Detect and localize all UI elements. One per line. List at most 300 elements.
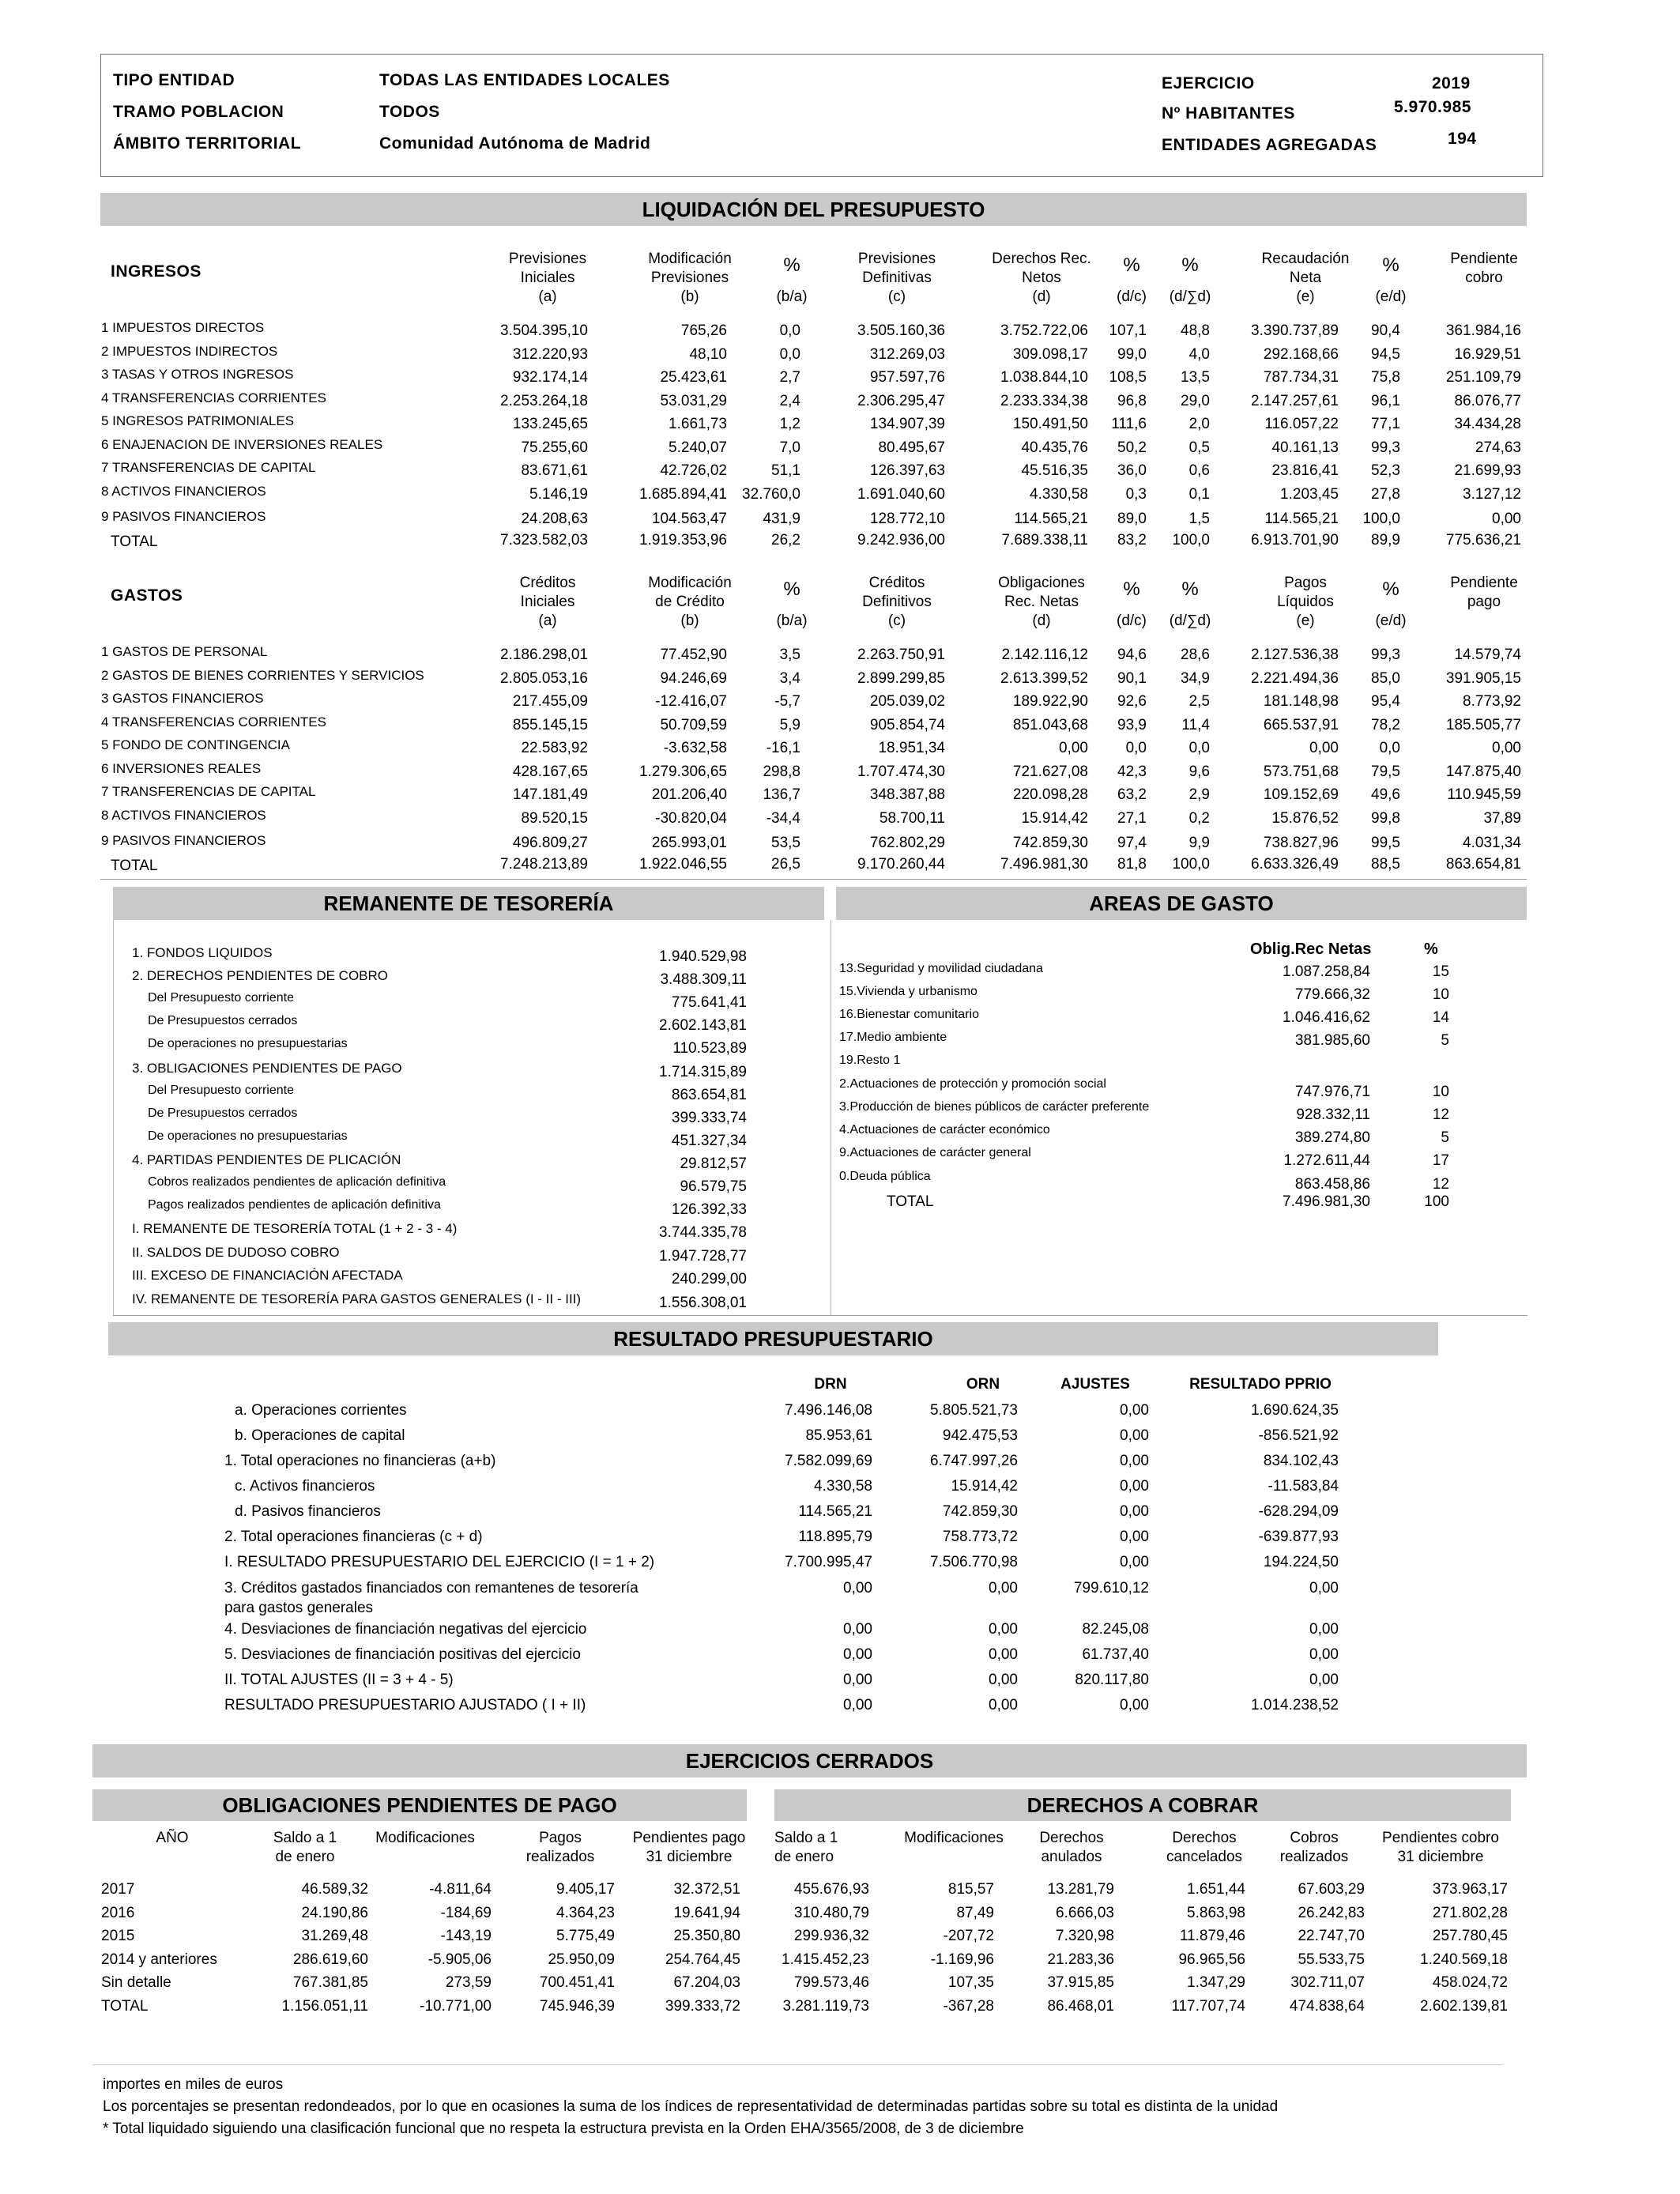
- resultado-cell: 742.859,30: [942, 1503, 1018, 1520]
- cerrados-cell: 5.775,49: [556, 1928, 615, 1944]
- cerrados-cell: 458.024,72: [1432, 1974, 1508, 1991]
- table-cell: 99,3: [1371, 647, 1400, 663]
- table-cell: 431,9: [763, 510, 800, 527]
- header-ingresos-0-l2: Iniciales: [520, 270, 575, 286]
- areas-row-value: 1.272.611,44: [1283, 1152, 1370, 1169]
- table-cell: 75,8: [1371, 369, 1400, 386]
- table-cell: 0,0: [1125, 740, 1147, 756]
- cerrados-cell: 67.204,03: [673, 1974, 740, 1991]
- resultado-cell: -639.877,93: [1258, 1529, 1339, 1545]
- cerrados-cell: 286.619,60: [292, 1951, 368, 1968]
- tramo-label: TRAMO POBLACION: [113, 103, 284, 121]
- table-row-label: 6 ENAJENACION DE INVERSIONES REALES: [101, 436, 383, 452]
- table-cell: 23.816,41: [1271, 462, 1339, 479]
- areas-total-pct: 100: [1424, 1193, 1449, 1210]
- resultado-header: RESULTADO PPRIO: [1189, 1376, 1332, 1393]
- table-row-label: 8 ACTIVOS FINANCIEROS: [101, 483, 266, 499]
- table-cell: 3.752.722,06: [1000, 322, 1088, 339]
- table-cell: 2.613.399,52: [1000, 669, 1088, 687]
- table-cell: 0,2: [1188, 809, 1210, 827]
- table-cell: 85,0: [1371, 669, 1400, 687]
- table-cell-total: 6.913.701,90: [1251, 532, 1339, 548]
- header-ingresos-8-l3: (e/d): [1375, 288, 1407, 305]
- resultado-cell: 834.102,43: [1263, 1453, 1339, 1469]
- cerrados-cell: 2.602.139,81: [1420, 1997, 1508, 2015]
- table-row-label: 2 GASTOS DE BIENES CORRIENTES Y SERVICIOS: [101, 667, 424, 683]
- areas-row-value: 779.666,32: [1294, 986, 1370, 1003]
- remanente-row-value: 96.579,75: [680, 1178, 747, 1195]
- table-cell: 2.186.298,01: [500, 647, 588, 663]
- table-cell-total: 26,2: [771, 532, 800, 548]
- table-cell-total: 89,9: [1371, 532, 1400, 548]
- table-cell: 49,6: [1371, 786, 1400, 803]
- table-cell: 99,8: [1371, 809, 1400, 827]
- resultado-header: DRN: [814, 1376, 847, 1393]
- cerrados-cell: 22.747,70: [1298, 1928, 1365, 1944]
- header-gastos-9-l1: Pendiente: [1450, 575, 1518, 591]
- table-cell: 0,0: [1379, 740, 1400, 756]
- areas-row-value: 381.985,60: [1294, 1032, 1370, 1049]
- table-cell: 27,8: [1371, 485, 1400, 503]
- header-ingresos-2-l3: (b/a): [776, 288, 808, 305]
- cerrados-header-l2: realizados: [1279, 1849, 1349, 1865]
- cerrados-header-l2: 31 diciembre: [1397, 1849, 1484, 1865]
- table-cell: 83.671,61: [521, 462, 588, 479]
- table-cell-total: 81,8: [1117, 856, 1147, 873]
- table-cell: 40.435,76: [1021, 439, 1088, 456]
- table-cell: 348.387,88: [869, 786, 945, 803]
- table-cell: 110.945,59: [1447, 786, 1521, 803]
- table-cell: 957.597,76: [869, 369, 945, 386]
- resultado-cell: 1.690.624,35: [1251, 1402, 1339, 1419]
- table-row-label: 9 PASIVOS FINANCIEROS: [101, 832, 266, 848]
- cerrados-cell: 815,57: [947, 1881, 994, 1898]
- table-row-label: 7 TRANSFERENCIAS DE CAPITAL: [101, 460, 316, 475]
- table-cell: 116.057,22: [1264, 416, 1339, 432]
- table-row-label: 8 ACTIVOS FINANCIEROS: [101, 807, 266, 823]
- header-gastos-8-l3: (e/d): [1375, 613, 1407, 629]
- resultado-header: ORN: [966, 1376, 1000, 1393]
- table-cell: 15.876,52: [1271, 809, 1339, 827]
- table-cell: 1.685.894,41: [639, 485, 727, 503]
- table-row-label: 9 PASIVOS FINANCIEROS: [101, 508, 266, 524]
- table-cell: 134.907,39: [869, 416, 945, 432]
- cerrados-cell: 67.603,29: [1298, 1881, 1365, 1898]
- areas-row-pct: 10: [1432, 1084, 1449, 1100]
- ambito-label: ÁMBITO TERRITORIAL: [113, 134, 302, 153]
- table-cell: 1.203,45: [1280, 485, 1339, 503]
- table-row-label: 3 GASTOS FINANCIEROS: [101, 691, 264, 706]
- cerrados-cell: 399.333,72: [665, 1997, 740, 2015]
- table-cell: 79,5: [1371, 763, 1400, 780]
- resultado-row-label: RESULTADO PRESUPUESTARIO AJUSTADO ( I + II): [224, 1697, 586, 1713]
- table-cell: 428.167,65: [512, 763, 588, 780]
- cerrados-row-year: 2017: [101, 1881, 135, 1898]
- ejercicio-value: 2019: [1432, 74, 1471, 92]
- table-cell: 45.516,35: [1021, 462, 1088, 479]
- resultado-cell: 0,00: [1120, 1402, 1149, 1419]
- table-cell: 201.206,40: [651, 786, 727, 803]
- resultado-cell: 0,00: [1120, 1478, 1149, 1495]
- table-cell: 0,0: [779, 322, 800, 339]
- cerrados-cell: 13.281,79: [1047, 1881, 1114, 1898]
- resultado-row-label: d. Pasivos financieros: [235, 1503, 381, 1520]
- cerrados-cell: -184,69: [440, 1904, 492, 1921]
- table-cell-total: 7.323.582,03: [500, 532, 588, 548]
- areas-row-value: 1.087.258,84: [1283, 963, 1370, 980]
- cerrados-header-l1: Pendientes pago: [632, 1830, 746, 1846]
- table-cell: 3.505.160,36: [857, 322, 945, 339]
- table-cell: 63,2: [1117, 786, 1147, 803]
- table-cell: 1.691.040,60: [857, 485, 945, 503]
- table-cell: 2.306.295,47: [857, 392, 945, 409]
- remanente-row-label: 2. DERECHOS PENDIENTES DE COBRO: [132, 968, 389, 984]
- table-cell: 126.397,63: [869, 462, 945, 479]
- header-ingresos-7-l3: (e): [1296, 288, 1315, 305]
- table-cell: 8.773,92: [1463, 693, 1521, 710]
- table-cell: 742.859,30: [1012, 834, 1088, 851]
- table-cell: 2,7: [779, 369, 800, 386]
- cerrados-cell: 1.347,29: [1187, 1974, 1245, 1991]
- table-cell: 9,9: [1188, 834, 1210, 851]
- areas-row-value: 389.274,80: [1294, 1129, 1370, 1146]
- areas-row-pct: 17: [1432, 1152, 1449, 1169]
- cerrados-header-l2: anulados: [1041, 1849, 1102, 1865]
- table-cell: 50.709,59: [660, 716, 727, 733]
- table-cell: 2.142.116,12: [1001, 647, 1088, 663]
- table-cell: 86.076,77: [1454, 392, 1521, 409]
- table-cell: 58.700,11: [879, 809, 945, 827]
- resultado-cell: 1.014.238,52: [1251, 1697, 1339, 1713]
- cerrados-header-l2: de enero: [275, 1849, 335, 1865]
- footer-line: [92, 2064, 1503, 2065]
- header-ingresos-0-l1: Previsiones: [508, 251, 587, 267]
- remanente-row-value: 240.299,00: [671, 1271, 747, 1288]
- resultado-cell: 0,00: [1120, 1529, 1149, 1545]
- table-cell: 34,9: [1181, 669, 1210, 687]
- table-cell: 42,3: [1117, 763, 1147, 780]
- remanente-row-value: 775.641,41: [671, 994, 747, 1012]
- table-cell: 93,9: [1117, 716, 1147, 733]
- table-cell: 16.929,51: [1454, 345, 1521, 363]
- table-cell: 0,6: [1188, 462, 1210, 479]
- header-ingresos-7-l2: Neta: [1289, 270, 1322, 286]
- cerrados-cell: 5.863,98: [1187, 1904, 1245, 1921]
- areas-row-label: 15.Vivienda y urbanismo: [839, 985, 977, 998]
- cerrados-cell: -4.811,64: [429, 1881, 492, 1898]
- table-cell: 1.707.474,30: [857, 763, 945, 780]
- table-cell: 1.038.844,10: [1000, 369, 1088, 386]
- remanente-row-value: 1.947.728,77: [659, 1247, 747, 1265]
- table-row-total-label: TOTAL: [111, 858, 158, 874]
- entidades-label: ENTIDADES AGREGADAS: [1162, 136, 1377, 154]
- table-cell: 99,5: [1371, 834, 1400, 851]
- table-cell: 391.905,15: [1445, 669, 1521, 687]
- header-gastos-2-pct: %: [783, 579, 800, 600]
- table-cell: 48,10: [689, 345, 727, 363]
- remanente-row-value: 3.744.335,78: [659, 1224, 747, 1242]
- cerrados-cell: 3.281.119,73: [782, 1997, 869, 2015]
- areas-title: AREAS DE GASTO: [836, 887, 1527, 920]
- cerrados-cell: 55.533,75: [1298, 1951, 1365, 1968]
- header-ingresos-3-l1: Previsiones: [857, 251, 936, 267]
- areas-total-label: TOTAL: [887, 1193, 934, 1210]
- table-cell: 0,00: [1492, 510, 1521, 527]
- table-cell: 0,00: [1309, 740, 1339, 756]
- cerrados-cell: -207,72: [943, 1928, 994, 1944]
- table-cell: 7,0: [779, 439, 800, 456]
- remanente-row-value: 1.556.308,01: [659, 1294, 747, 1311]
- table-cell: 50,2: [1117, 439, 1147, 456]
- header-ingresos-4-l1: Derechos Rec.: [992, 251, 1091, 267]
- cerrados-header-l1: Pagos: [539, 1830, 582, 1846]
- table-cell: 274,63: [1475, 439, 1521, 456]
- table-cell-total: 100,0: [1172, 856, 1210, 873]
- resultado-cell: 194.224,50: [1263, 1554, 1339, 1570]
- resultado-cell: 7.496.146,08: [785, 1402, 872, 1419]
- table-cell: 0,0: [779, 345, 800, 363]
- resultado-cell: 0,00: [989, 1697, 1018, 1713]
- areas-row-label: 19.Resto 1: [839, 1054, 901, 1067]
- table-cell: 762.802,29: [869, 834, 945, 851]
- derechos-cobrar-title: DERECHOS A COBRAR: [774, 1789, 1511, 1821]
- table-cell: 2.127.536,38: [1251, 647, 1339, 663]
- table-cell: 205.039,02: [869, 693, 945, 710]
- table-cell: 100,0: [1362, 510, 1400, 527]
- table-cell: 721.627,08: [1012, 763, 1088, 780]
- remanente-row-label: 4. PARTIDAS PENDIENTES DE PLICACIÓN: [132, 1152, 401, 1167]
- table-cell: 42.726,02: [660, 462, 727, 479]
- table-cell: 25.423,61: [660, 369, 727, 386]
- cerrados-cell: 9.405,17: [556, 1881, 615, 1898]
- cerrados-header-l1: Saldo a 1: [774, 1830, 838, 1846]
- cerrados-row-year: 2015: [101, 1928, 135, 1944]
- table-row-label: 5 FONDO DE CONTINGENCIA: [101, 737, 290, 752]
- remanente-row-value: 110.523,89: [672, 1040, 747, 1057]
- table-cell: 92,6: [1117, 693, 1147, 710]
- table-cell-total: 100,0: [1172, 532, 1210, 548]
- resultado-cell: 7.700.995,47: [785, 1554, 872, 1570]
- separator-line: [100, 879, 1527, 880]
- cerrados-header-l1: Saldo a 1: [273, 1830, 337, 1846]
- cerrados-cell: 117.707,74: [1171, 1997, 1245, 2015]
- table-cell: 905.854,74: [869, 716, 945, 733]
- areas-row-label: 2.Actuaciones de protección y promoción social: [839, 1077, 1106, 1091]
- cerrados-cell: -143,19: [440, 1928, 492, 1944]
- table-cell: 94,5: [1371, 345, 1400, 363]
- resultado-cell: 82.245,08: [1082, 1621, 1149, 1638]
- table-cell: 3.504.395,10: [500, 322, 588, 339]
- header-gastos-7-l3: (e): [1296, 613, 1315, 629]
- areas-row-label: 3.Producción de bienes públicos de carácter preferente: [839, 1100, 1150, 1114]
- table-cell: 851.043,68: [1012, 716, 1088, 733]
- header-ingresos-3-l2: Definitivas: [862, 270, 932, 286]
- remanente-row-label: De operaciones no presupuestarias: [148, 1129, 348, 1143]
- table-cell: -12.416,07: [655, 693, 727, 710]
- header-ingresos-3-l3: (c): [887, 288, 906, 305]
- table-cell-total: 863.654,81: [1445, 856, 1521, 873]
- areas-col-header-value: Oblig.Rec Netas: [1250, 941, 1372, 958]
- table-cell: 1,5: [1188, 510, 1210, 527]
- table-row-label: 7 TRANSFERENCIAS DE CAPITAL: [101, 784, 316, 799]
- resultado-cell: 85.953,61: [805, 1427, 872, 1444]
- cerrados-cell: 271.802,28: [1432, 1904, 1508, 1921]
- remanente-row-label: 3. OBLIGACIONES PENDIENTES DE PAGO: [132, 1060, 402, 1076]
- remanente-row-label: II. SALDOS DE DUDOSO COBRO: [132, 1244, 340, 1260]
- table-cell: 4,0: [1188, 345, 1210, 363]
- cerrados-cell: 7.320,98: [1056, 1928, 1114, 1944]
- cerrados-cell: 4.364,23: [556, 1904, 615, 1921]
- table-cell: 5.146,19: [529, 485, 588, 503]
- table-cell: 0,3: [1125, 485, 1147, 503]
- table-cell: 104.563,47: [651, 510, 727, 527]
- resultado-row-label: I. RESULTADO PRESUPUESTARIO DEL EJERCICIO (I = 1 + 2): [224, 1554, 655, 1570]
- table-cell: 855.145,15: [512, 716, 588, 733]
- cerrados-cell: 1.240.569,18: [1420, 1951, 1508, 1968]
- header-gastos-1-l1: Modificación: [648, 575, 732, 591]
- table-cell: 312.269,03: [869, 345, 945, 363]
- header-gastos-5-l3: (d/c): [1117, 613, 1147, 629]
- table-cell: -34,4: [766, 809, 800, 827]
- table-cell: 78,2: [1371, 716, 1400, 733]
- table-cell: 3.390.737,89: [1251, 322, 1339, 339]
- table-cell-total: 7.248.213,89: [500, 856, 588, 873]
- table-cell-total: 1.922.046,55: [639, 856, 727, 873]
- areas-row-value: 863.458,86: [1294, 1176, 1370, 1193]
- resultado-cell: 799.610,12: [1073, 1580, 1149, 1596]
- table-cell: 109.152,69: [1263, 786, 1339, 803]
- table-cell: 361.984,16: [1445, 322, 1521, 339]
- remanente-row-label: I. REMANENTE DE TESORERÍA TOTAL (1 + 2 - 3 - 4): [132, 1221, 458, 1237]
- resultado-cell: 7.506.770,98: [930, 1554, 1018, 1570]
- table-cell-total: 775.636,21: [1445, 532, 1521, 548]
- resultado-cell: 0,00: [843, 1621, 872, 1638]
- remanente-row-label: De operaciones no presupuestarias: [148, 1037, 348, 1051]
- remanente-border: [113, 920, 114, 1315]
- resultado-cell: 4.330,58: [814, 1478, 872, 1495]
- header-ingresos-5-pct: %: [1123, 254, 1140, 276]
- header-ingresos-1-l3: (b): [680, 288, 699, 305]
- table-cell: 217.455,09: [512, 693, 588, 710]
- cerrados-cell: 86.468,01: [1047, 1997, 1114, 2015]
- cerrados-header-l1: AÑO: [156, 1830, 189, 1846]
- header-ingresos-8-pct: %: [1382, 254, 1399, 276]
- table-cell: 5.240,07: [669, 439, 727, 456]
- header-ingresos-4-l3: (d): [1032, 288, 1051, 305]
- table-cell: 2.899.299,85: [857, 669, 945, 687]
- header-gastos-1-l3: (b): [680, 613, 699, 629]
- table-cell: 5,9: [779, 716, 800, 733]
- table-cell: 22.583,92: [521, 740, 588, 756]
- ambito-value: Comunidad Autónoma de Madrid: [379, 134, 651, 153]
- header-gastos-0-l2: Iniciales: [520, 594, 575, 610]
- remanente-row-label: Cobros realizados pendientes de aplicación definitiva: [148, 1175, 446, 1189]
- resultado-cell: 0,00: [1120, 1453, 1149, 1469]
- table-cell: -5,7: [774, 693, 800, 710]
- resultado-cell: 61.737,40: [1082, 1646, 1149, 1663]
- resultado-cell: 6.747.997,26: [930, 1453, 1018, 1469]
- table-cell-total: 83,2: [1117, 532, 1147, 548]
- table-cell: 75.255,60: [521, 439, 588, 456]
- resultado-cell: 0,00: [1120, 1427, 1149, 1444]
- table-cell: 2.221.494,36: [1251, 669, 1339, 687]
- header-box: [100, 54, 1543, 177]
- table-row-label: 1 GASTOS DE PERSONAL: [101, 644, 268, 659]
- header-gastos-4-l1: Obligaciones: [998, 575, 1085, 591]
- footer-note-functional: * Total liquidado siguiendo una clasificación funcional que no respeta la estructura prevista en la Orden EHA/3565/2008, de 3 de diciembre: [103, 2120, 1024, 2137]
- table-row-label: 6 INVERSIONES REALES: [101, 760, 262, 776]
- table-cell: 133.245,65: [512, 416, 588, 432]
- table-cell: 2,0: [1188, 416, 1210, 432]
- table-cell: 9,6: [1188, 763, 1210, 780]
- table-cell: 932.174,14: [512, 369, 588, 386]
- remanente-row-value: 3.488.309,11: [660, 971, 747, 989]
- header-gastos-5-pct: %: [1123, 579, 1140, 600]
- cerrados-header-l1: Cobros: [1290, 1830, 1339, 1846]
- areas-row-label: 9.Actuaciones de carácter general: [839, 1146, 1031, 1159]
- resultado-cell: -11.583,84: [1268, 1478, 1339, 1495]
- table-cell: 52,3: [1371, 462, 1400, 479]
- remanente-row-label: Del Presupuesto corriente: [148, 991, 294, 1005]
- cerrados-cell: 1.415.452,23: [782, 1951, 869, 1968]
- table-cell: -3.632,58: [663, 740, 727, 756]
- resultado-cell: 0,00: [1309, 1580, 1339, 1596]
- table-row-label: 5 INGRESOS PATRIMONIALES: [101, 413, 295, 428]
- header-gastos-8-pct: %: [1382, 579, 1399, 600]
- resultado-cell: 0,00: [843, 1580, 872, 1596]
- table-cell: 94,6: [1117, 647, 1147, 663]
- cerrados-cell: 107,35: [947, 1974, 994, 1991]
- cerrados-cell: 799.573,46: [793, 1974, 869, 1991]
- footer-note-percentages: Los porcentajes se presentan redondeados, por lo que en ocasiones la suma de los índices de representatividad de determinadas partidas sobre su total es distinta de la unidad: [103, 2098, 1279, 2115]
- cerrados-cell: 24.190,86: [301, 1904, 368, 1921]
- cerrados-cell: 19.641,94: [673, 1904, 740, 1921]
- cerrados-cell: 6.666,03: [1056, 1904, 1114, 1921]
- tipo-entidad-label: TIPO ENTIDAD: [113, 71, 235, 89]
- resultado-cell: 0,00: [1309, 1646, 1339, 1663]
- table-cell: 99,0: [1117, 345, 1147, 363]
- remanente-row-label: De Presupuestos cerrados: [148, 1014, 298, 1028]
- table-cell: 77,1: [1371, 416, 1400, 432]
- table-cell: 21.699,93: [1454, 462, 1521, 479]
- table-cell: 111,6: [1111, 416, 1147, 432]
- cerrados-cell: 455.676,93: [793, 1881, 869, 1898]
- cerrados-row-year: TOTAL: [101, 1997, 149, 2015]
- header-ingresos-9-l1: Pendiente: [1450, 251, 1518, 267]
- cerrados-cell: 273,59: [445, 1974, 492, 1991]
- table-row-label: 2 IMPUESTOS INDIRECTOS: [101, 343, 278, 359]
- cerrados-row-year: 2016: [101, 1904, 135, 1921]
- table-cell: 496.809,27: [512, 834, 588, 851]
- areas-row-pct: 12: [1432, 1106, 1449, 1123]
- table-cell: 147.875,40: [1445, 763, 1521, 780]
- table-cell: 13,5: [1181, 369, 1210, 386]
- cerrados-header-l1: Modificaciones: [904, 1830, 1004, 1846]
- resultado-header: AJUSTES: [1060, 1376, 1130, 1393]
- table-cell: 189.922,90: [1012, 693, 1088, 710]
- resultado-cell: 0,00: [1120, 1697, 1149, 1713]
- habitantes-label: Nº HABITANTES: [1162, 104, 1295, 123]
- footer-note-units: importes en miles de euros: [103, 2076, 284, 2093]
- resultado-cell: 0,00: [843, 1646, 872, 1663]
- cerrados-cell: 310.480,79: [793, 1904, 869, 1921]
- cerrados-cell: -367,28: [943, 1997, 994, 2015]
- table-cell: 53,5: [771, 834, 800, 851]
- remanente-row-value: 2.602.143,81: [659, 1017, 747, 1035]
- remanente-row-value: 126.392,33: [671, 1201, 747, 1219]
- cerrados-cell: 31.269,48: [301, 1928, 368, 1944]
- resultado-cell: 114.565,21: [798, 1503, 872, 1520]
